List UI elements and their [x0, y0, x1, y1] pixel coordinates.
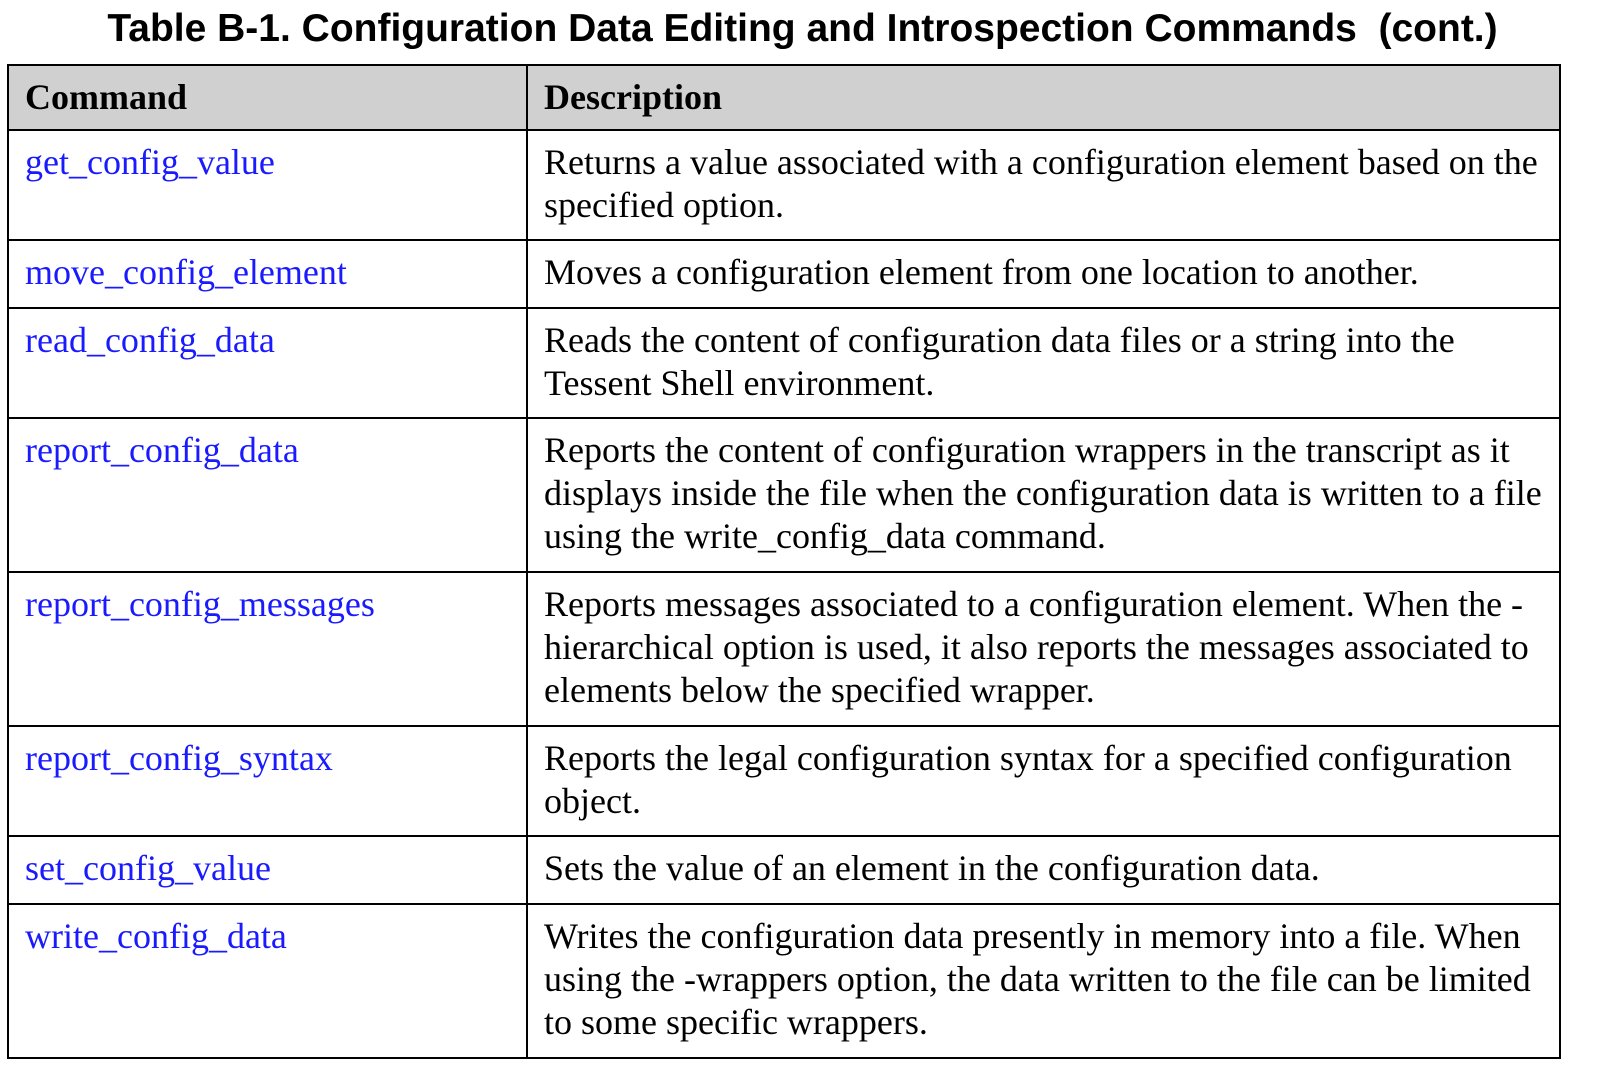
table-row — [8, 130, 1560, 240]
table-caption: Table B-1. Configuration Data Editing and Introspection Commands (cont.) — [107, 7, 1498, 50]
header-description: Description — [527, 65, 1560, 130]
description-cell: Writes the configuration data presently in memory into a file. When using the -wrappers option, the data written to the file can be limited to some specific wrappers. — [527, 904, 1560, 1058]
command-link-report-config-messages[interactable]: report_config_messages — [8, 572, 527, 726]
command-link-set-config-value[interactable]: set_config_value — [8, 836, 527, 904]
description-cell: Moves a configuration element from one location to another. — [527, 240, 1560, 308]
command-link-move-config-element[interactable]: move_config_element — [8, 240, 527, 308]
table-row — [8, 726, 1560, 836]
description-cell: Reports messages associated to a configuration element. When the -hierarchical option is used, it also reports the messages associated to elements below the specified wrapper. — [527, 572, 1560, 726]
description-cell: Reads the content of configuration data files or a string into the Tessent Shell environment. — [527, 308, 1560, 418]
command-link-report-config-syntax[interactable]: report_config_syntax — [8, 726, 527, 836]
table-row — [8, 904, 1560, 1058]
description-cell: Reports the legal configuration syntax for a specified configuration object. — [527, 726, 1560, 836]
table-header-row — [8, 65, 1560, 130]
command-link-read-config-data[interactable]: read_config_data — [8, 308, 527, 418]
description-cell: Returns a value associated with a configuration element based on the specified option. — [527, 130, 1560, 240]
description-cell: Sets the value of an element in the configuration data. — [527, 836, 1560, 904]
commands-table — [7, 64, 1561, 1059]
command-link-write-config-data[interactable]: write_config_data — [8, 904, 527, 1058]
header-command: Command — [8, 65, 527, 130]
table-row — [8, 240, 1560, 308]
table-row — [8, 572, 1560, 726]
commands-table-container — [7, 64, 1559, 1059]
command-link-report-config-data[interactable]: report_config_data — [8, 418, 527, 572]
table-row — [8, 836, 1560, 904]
command-link-get-config-value[interactable]: get_config_value — [8, 130, 527, 240]
table-row — [8, 418, 1560, 572]
table-row — [8, 308, 1560, 418]
description-cell: Reports the content of configuration wrappers in the transcript as it displays inside the file when the configuration data is written to a file using the write_config_data command. — [527, 418, 1560, 572]
